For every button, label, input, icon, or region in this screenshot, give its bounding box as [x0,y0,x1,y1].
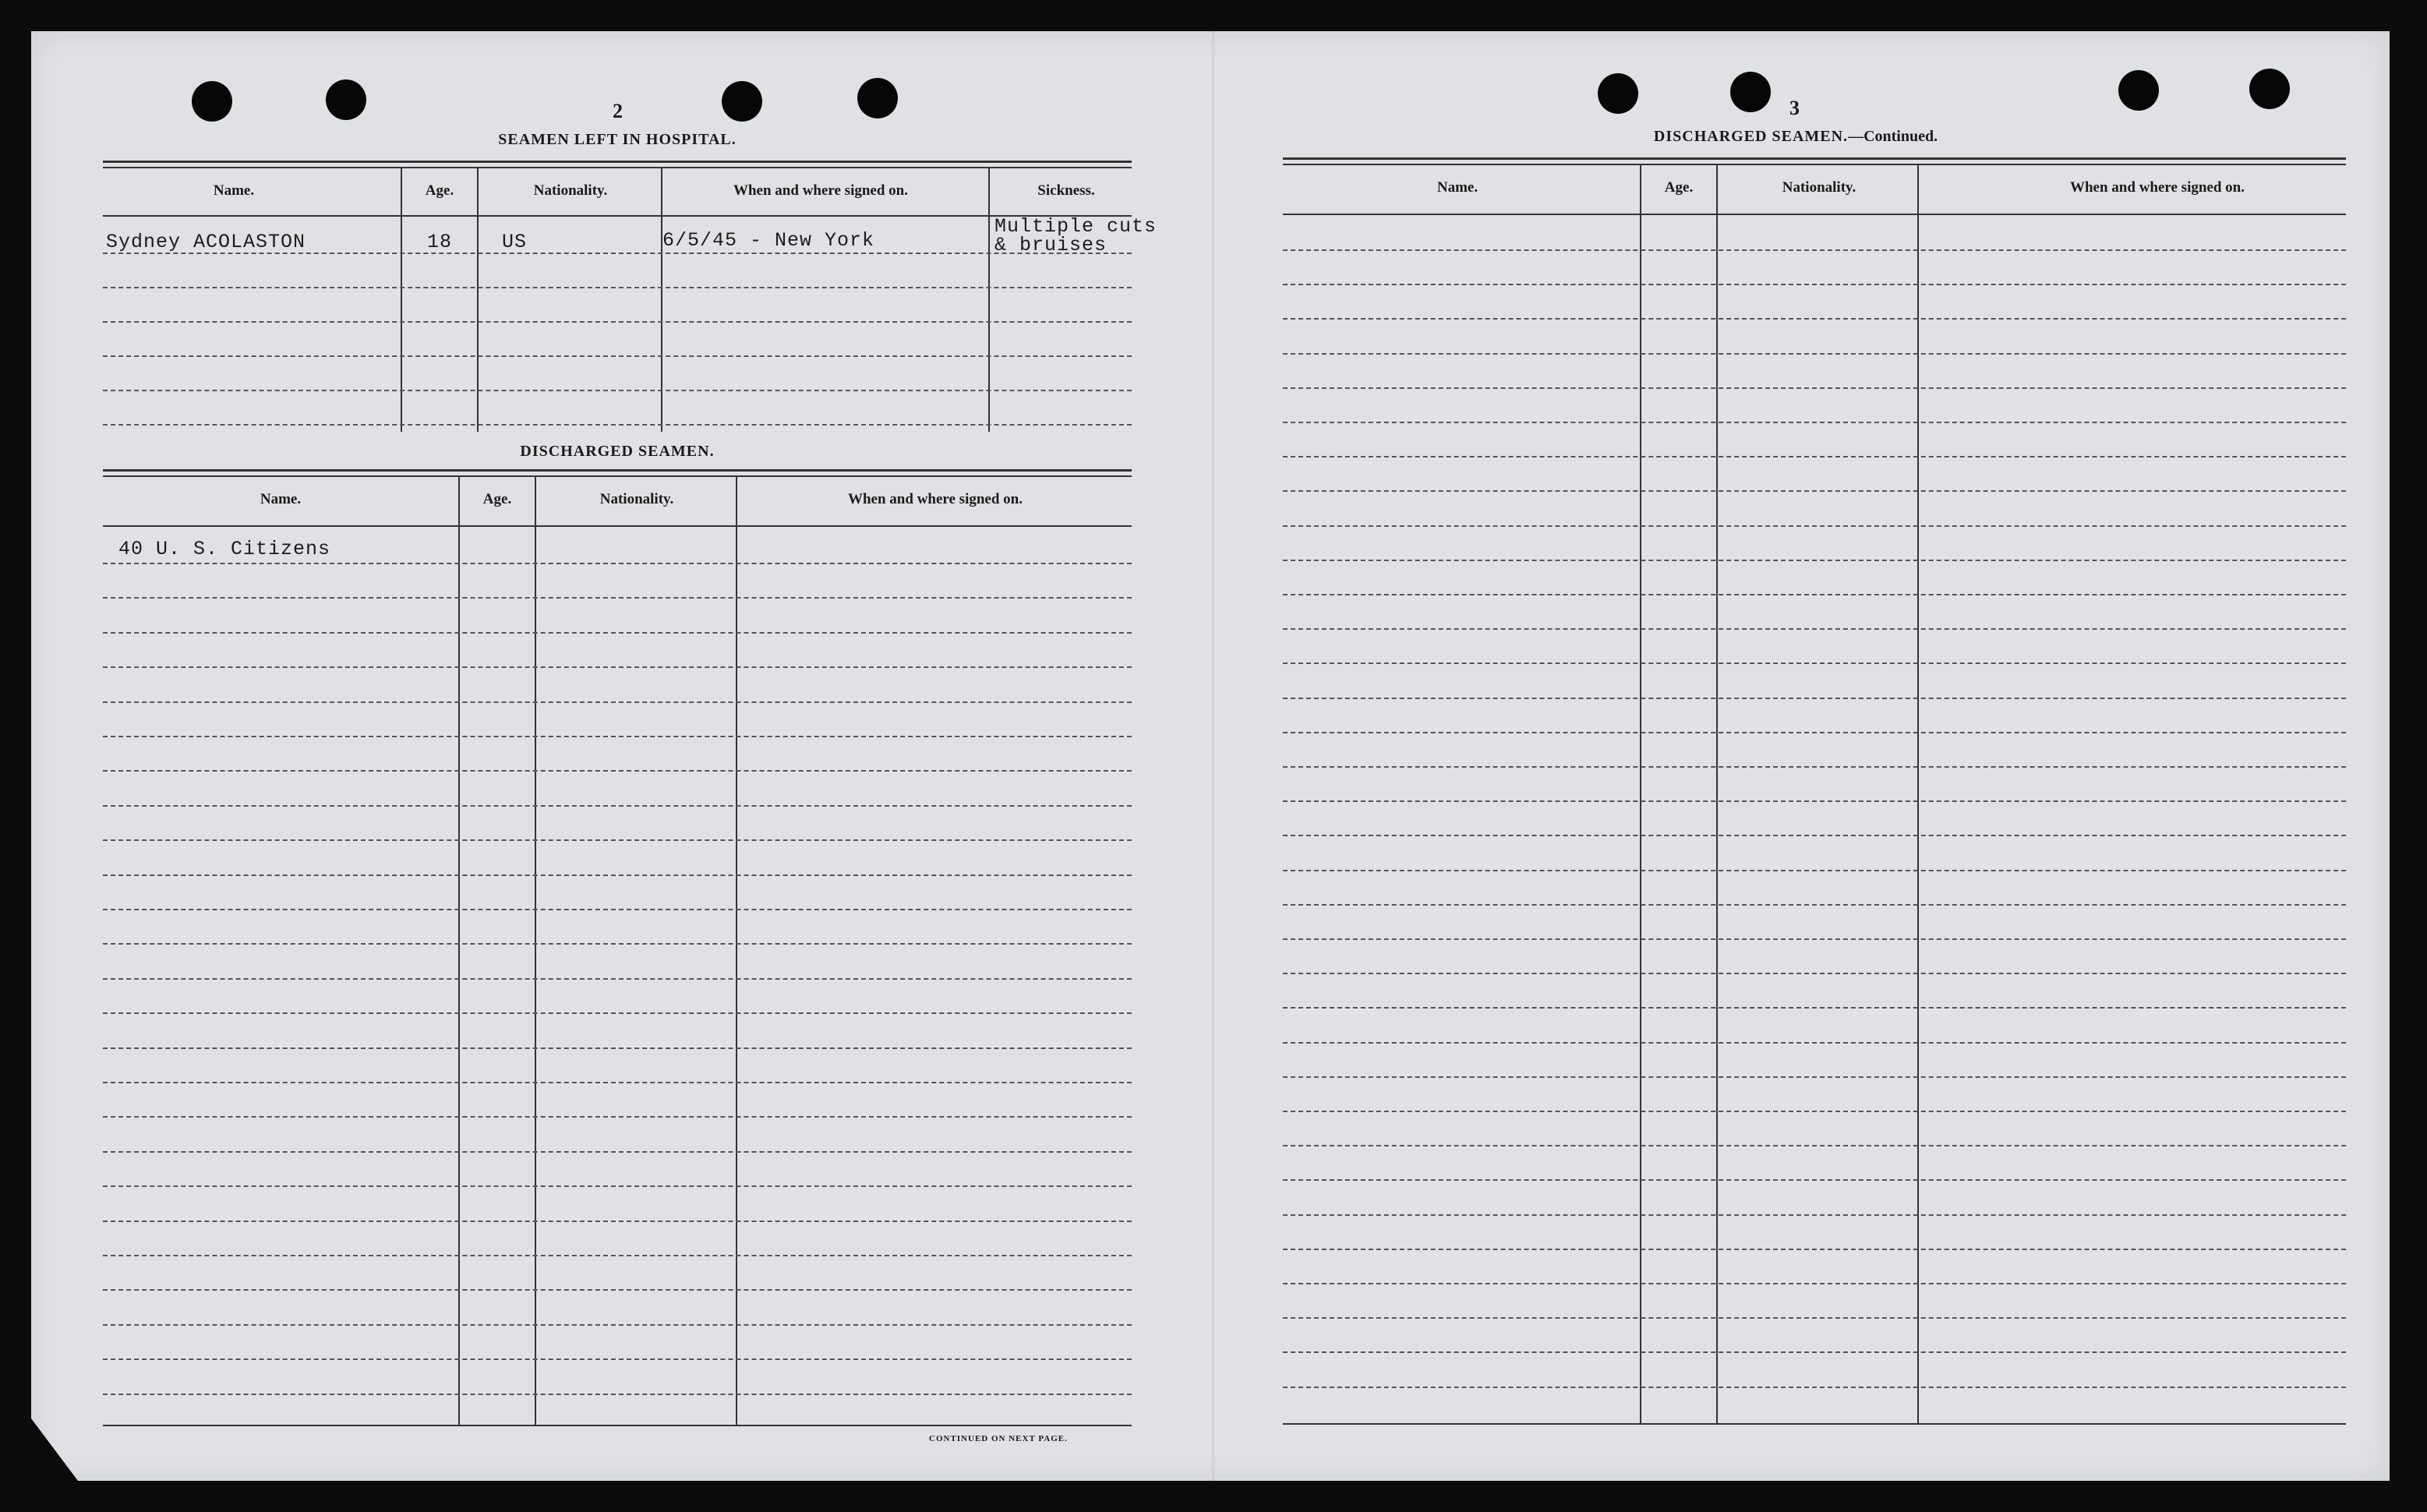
hospital-section-title: SEAMEN LEFT IN HOSPITAL. [498,131,737,148]
row-line [1283,1007,2346,1009]
row-line [103,563,1132,564]
row-line [103,1082,1132,1083]
hospital-signed-on-value: 6/5/45 - New York [662,229,875,252]
continued-note: CONTINUED ON NEXT PAGE. [929,1434,1068,1443]
hospital-name-value: Sydney ACOLASTON [106,231,306,253]
discharged-continued-title [1654,128,1938,146]
discharged-header-name: Name. [260,491,302,507]
row-line [1283,732,2346,733]
hospital-header-name: Name. [213,182,255,199]
row-line [103,632,1132,634]
hospital-age-value: 18 [427,231,453,253]
torn-corner [31,1418,78,1481]
row-line [103,1358,1132,1360]
row-line [103,1151,1132,1153]
page-fold [1212,31,1215,1481]
row-line [103,1116,1132,1118]
header-underline [103,525,1132,527]
punch-hole [2118,70,2159,111]
row-line [1283,249,2346,251]
column-divider [458,475,460,1425]
row-line [103,1394,1132,1395]
punch-hole [326,79,366,120]
row-line [1283,1214,2346,1216]
table-rule [1283,157,2346,160]
table-rule [1283,164,2346,165]
row-line [1283,1042,2346,1044]
row-line [1283,560,2346,561]
row-line [1283,1145,2346,1146]
punch-hole [857,78,898,118]
row-line [103,874,1132,876]
row-line [1283,1111,2346,1112]
hospital-nationality-value: US [502,231,528,253]
row-line [103,1012,1132,1014]
row-line [103,1324,1132,1326]
punch-hole [192,81,232,122]
table-bottom-rule [1283,1423,2346,1425]
right-header-signed-on: When and where signed on. [2069,179,2245,196]
row-line [103,805,1132,807]
row-line [1283,594,2346,595]
row-line [1283,1283,2346,1284]
right-header-name: Name. [1436,179,1478,196]
column-divider [535,475,536,1425]
punch-hole [1730,72,1771,112]
right-header-nationality: Nationality. [1782,179,1856,196]
discharged-entry: 40 U. S. Citizens [118,538,331,560]
row-line [1283,800,2346,802]
row-line [103,1221,1132,1222]
row-line [1283,938,2346,940]
table-rule [103,469,1132,472]
table-rule [103,475,1132,477]
row-line [1283,456,2346,457]
row-line [1283,628,2346,630]
hospital-header-nationality: Nationality. [533,182,608,199]
row-line [103,321,1132,323]
row-line [103,424,1132,426]
page-number-left: 2 [613,100,623,122]
row-line [1283,353,2346,355]
row-line [103,770,1132,772]
row-line [1283,1076,2346,1078]
discharged-header-nationality: Nationality. [599,491,674,507]
title-main: DISCHARGED SEAMEN. [1653,128,1849,145]
row-line [1283,835,2346,836]
row-line [103,1047,1132,1049]
column-divider [988,167,990,432]
row-line [103,666,1132,668]
right-header-age: Age. [1664,179,1694,196]
discharged-header-age: Age. [482,491,512,507]
row-line [1283,662,2346,664]
title-continued: —Continued. [1848,128,1938,145]
punch-hole [722,81,762,122]
row-line [1283,387,2346,389]
hospital-sickness-line1: Multiple cuts [994,215,1157,238]
row-line [103,839,1132,841]
row-line [1283,698,2346,699]
page-number-right: 3 [1789,97,1800,119]
column-divider [661,167,662,432]
discharged-header-signed-on: When and where signed on. [847,491,1023,507]
header-underline [1283,214,2346,215]
row-line [1283,422,2346,423]
row-line [103,736,1132,737]
table-rule [103,161,1132,163]
hospital-header-age: Age. [425,182,454,199]
row-line [1283,318,2346,320]
row-line [103,943,1132,945]
hospital-header-signed-on: When and where signed on. [733,182,909,199]
row-line [103,1255,1132,1256]
row-line [1283,1351,2346,1353]
row-line [1283,1249,2346,1250]
row-line [103,1185,1132,1187]
document-page-spread [31,31,2390,1481]
row-line [103,1289,1132,1291]
punch-hole [1598,73,1638,114]
hospital-sickness-line2: & bruises [994,234,1108,256]
row-line [103,978,1132,980]
row-line [1283,284,2346,285]
row-line [103,355,1132,357]
row-line [1283,525,2346,527]
column-divider [736,475,737,1425]
hospital-header-sickness: Sickness. [1037,182,1095,199]
table-rule [103,167,1132,168]
row-line [1283,1179,2346,1181]
row-line [103,909,1132,910]
row-line [1283,973,2346,974]
row-line [1283,766,2346,768]
discharged-section-title: DISCHARGED SEAMEN. [520,443,715,460]
row-line [103,287,1132,288]
row-line [103,597,1132,599]
punch-hole [2249,69,2290,109]
column-divider [401,167,402,432]
row-line [1283,904,2346,906]
row-line [1283,490,2346,492]
row-line [103,701,1132,703]
row-line [1283,1387,2346,1388]
header-underline [103,215,1132,217]
row-line [1283,870,2346,871]
table-bottom-rule [103,1425,1132,1426]
column-divider [477,167,479,432]
row-line [103,390,1132,391]
row-line [1283,1317,2346,1319]
